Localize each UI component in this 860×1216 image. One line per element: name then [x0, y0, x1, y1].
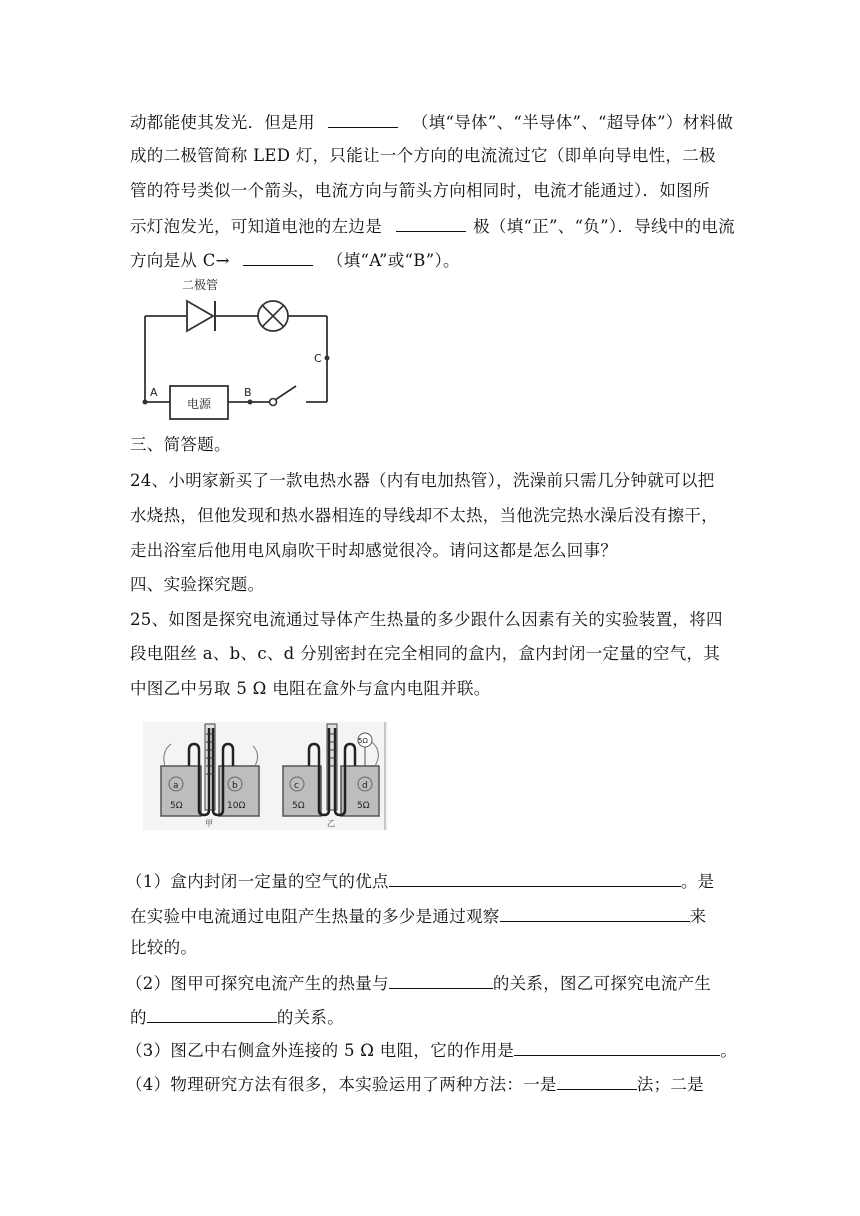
q25-p1-text-a: （1）盒内封闭一定量的空气的优点 — [126, 872, 389, 891]
label-b: B — [244, 386, 252, 399]
section-4-heading: 四、实验探究题。 — [130, 575, 265, 594]
diode-icon — [187, 301, 215, 331]
value-a-resistor: 5Ω — [170, 801, 183, 811]
switch-contact — [270, 399, 277, 406]
q25-p2-text-a: （2）图甲可探究电流产生的热量与 — [126, 974, 389, 993]
blank-battery-pole[interactable] — [396, 217, 466, 232]
q23-text-1b: （填“导体”、“半导体”、“超导体”）材料做 — [411, 113, 734, 132]
blank-yi-relation[interactable] — [147, 1008, 277, 1023]
q23-line-4 — [130, 217, 735, 236]
heat-experiment-figure — [143, 722, 388, 830]
q25-p3-text-a: （3）图乙中右侧盒外连接的 5 Ω 电阻，它的作用是 — [126, 1041, 515, 1060]
q23-line-3: 管的符号类似一个箭头，电流方向与箭头方向相同时，电流才能通过）．如图所 — [130, 181, 710, 200]
blank-resistor-purpose[interactable] — [514, 1041, 720, 1056]
section-3-heading: 三、简答题。 — [130, 435, 231, 454]
q25-p2-line-1 — [126, 974, 711, 993]
value-d-resistor: 5Ω — [357, 801, 370, 811]
q23-line-2: 成的二极管简称 LED 灯，只能让一个方向的电流流过它（即单向导电性，二极 — [130, 146, 716, 165]
q23-text-5b: （填“A”或“B”）。 — [326, 251, 460, 270]
q25-line-3: 中图乙中另取 5 Ω 电阻在盒外与盒内电阻并联。 — [130, 679, 491, 698]
q24-line-1: 24、小明家新买了一款电热水器（内有电加热管），洗澡前只需几分钟就可以把 — [130, 471, 715, 490]
value-external-resistor: 5Ω — [358, 737, 368, 745]
q25-p1-text-d: 来 — [689, 907, 707, 926]
value-c-resistor: 5Ω — [292, 801, 305, 811]
label-a-resistor: a — [173, 781, 179, 791]
lamp-icon — [258, 301, 288, 331]
q24-line-3: 走出浴室后他用电风扇吹干时却感觉很冷。请问这都是怎么回事？ — [130, 541, 618, 560]
q25-line-2: 段电阻丝 a、b、c、d 分别密封在完全相同的盒内，盒内封闭一定量的空气，其 — [130, 644, 721, 663]
blank-current-direction[interactable] — [243, 251, 313, 266]
q25-p1-text-c: 在实验中电流通过电阻产生热量的多少是通过观察 — [130, 907, 500, 926]
label-b-resistor: b — [232, 781, 238, 791]
point-c — [325, 356, 330, 361]
q23-text-1a: 动都能使其发光．但是用 — [130, 113, 315, 132]
q25-line-1: 25、如图是探究电流通过导体产生热量的多少跟什么因素有关的实验装置，将四 — [130, 610, 723, 629]
q25-p3-line — [126, 1041, 737, 1060]
q23-line-1 — [130, 113, 733, 132]
point-a — [143, 400, 148, 405]
diode-label: 二极管 — [182, 278, 219, 292]
q25-p1-line-1 — [126, 872, 714, 891]
blank-material[interactable] — [328, 113, 398, 128]
q25-p3-text-b: 。 — [720, 1041, 738, 1060]
q25-p4-line — [126, 1075, 704, 1094]
label-jia: 甲 — [205, 819, 213, 828]
blank-method-1[interactable] — [557, 1075, 637, 1090]
q23-text-4b: 极（填“正”、“负”）．导线中的电流 — [473, 217, 735, 236]
blank-jia-relation[interactable] — [389, 974, 493, 989]
q23-text-5a: 方向是从 C→ — [130, 251, 230, 270]
q25-p2-text-b: 的关系，图乙可探究电流产生 — [492, 974, 712, 993]
point-b — [248, 400, 253, 405]
q23-line-5 — [130, 251, 460, 270]
q25-p1-text-b: 。是 — [680, 872, 715, 891]
blank-air-advantage[interactable] — [389, 872, 681, 887]
q25-p4-text-a: （4）物理研究方法有很多，本实验运用了两种方法：一是 — [126, 1075, 557, 1094]
label-c: C — [314, 352, 322, 365]
label-yi: 乙 — [327, 819, 335, 828]
label-c-resistor: c — [294, 781, 299, 791]
q24-line-2: 水烧热，但他发现和热水器相连的导线却不太热，当他洗完热水澡后没有擦干， — [130, 506, 718, 525]
q25-p1-line-2 — [130, 907, 706, 926]
q25-p2-line-2 — [130, 1008, 344, 1027]
q23-text-4a: 示灯泡发光，可知道电池的左边是 — [130, 217, 382, 236]
q25-p2-text-d: 的关系。 — [276, 1008, 345, 1027]
q25-p2-text-c: 的 — [130, 1008, 147, 1027]
label-a: A — [150, 386, 158, 399]
circuit-diagram — [130, 270, 355, 432]
label-d-resistor: d — [362, 781, 368, 791]
blank-observation[interactable] — [500, 907, 690, 922]
power-source-label: 电源 — [186, 397, 212, 411]
value-b-resistor: 10Ω — [227, 801, 246, 811]
q25-p1-line-3: 比较的。 — [130, 938, 198, 957]
q25-p4-text-b: 法；二是 — [636, 1075, 705, 1094]
